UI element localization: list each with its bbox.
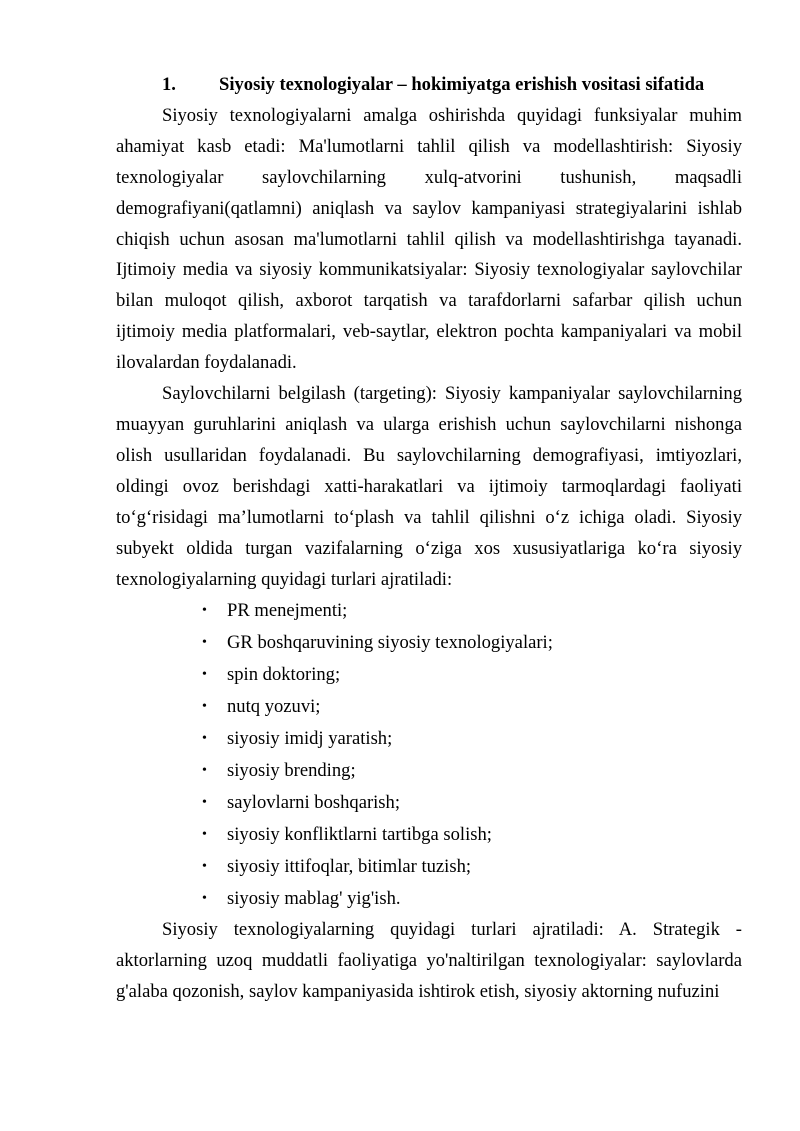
list-item: • siyosiy mablag' yig'ish.	[209, 883, 742, 915]
list-item: • GR boshqaruvining siyosiy texnologiyalari;	[209, 627, 742, 659]
bullet-icon: •	[202, 635, 207, 651]
bullet-icon: •	[202, 667, 207, 683]
section-heading	[116, 70, 742, 101]
list-item: • nutq yozuvi;	[209, 691, 742, 723]
section-title: Siyosiy texnologiyalar – hokimiyatga erishish vositasi sifatida	[219, 74, 705, 95]
section-number: 1.	[162, 74, 176, 95]
paragraph-functions: Siyosiy texnologiyalarni amalga oshirishda quyidagi funksiyalar muhim ahamiyat kasb etadi: Ma'lumotlarni tahlil qilish va modellashtirish: Siyosiy texnologiyalar saylovchilarning xulq-atvorini tushunish, maqsadli demografiyani(qatlamni) aniqlash va saylov kampaniyasi strategiyalarini ishlab chiqish uchun asosan ma'lumotlarni tahlil qilish va modellashtirishga tayanadi. Ijtimoiy media va siyosiy kommunikatsiyalar: Siyosiy texnologiyalar saylovchilar bilan muloqot qilish, axborot tarqatish va tarafdorlarni safarbar qilish uchun ijtimoiy media platformalari, veb-saytlar, elektron pochta kampaniyalari va mobil ilovalardan foydalanadi.	[116, 104, 742, 374]
bullet-icon: •	[202, 891, 207, 907]
document-page	[116, 70, 742, 1008]
list-item: • saylovlarni boshqarish;	[209, 787, 742, 819]
paragraph-targeting: Saylovchilarni belgilash (targeting): Siyosiy kampaniyalar saylovchilarning muayyan guruhlarini aniqlash va ularga erishish uchun saylovchilarni nishonga olish usullaridan foydalanadi. Bu saylovchilarning demografiyasi, imtiyozlari, oldingi ovoz berishdagi xatti-harakatlari va ijtimoiy tarmoqlardagi faoliyati to‘g‘risidagi ma’lumotlarni to‘plash va tahlil qilishni o‘z ichiga oladi. Siyosiy subyekt oldida turgan vazifalarning o‘ziga xos xususiyatlariga ko‘ra siyosiy texnologiyalarning quyidagi turlari ajratiladi:	[116, 383, 742, 590]
bullet-icon: •	[202, 603, 207, 619]
bullet-icon: •	[202, 859, 207, 875]
list-item: • PR menejmenti;	[209, 595, 742, 627]
paragraph-types: Siyosiy texnologiyalarning quyidagi turlari ajratiladi: A. Strategik - aktorlarning uzoq muddatli faoliyatiga yo'naltirilgan texnologiyalar: saylovlarda g'alaba qozonish, saylov kampaniyasida ishtirok etish, siyosiy aktorning nufuzini	[116, 919, 742, 1003]
technology-types-list	[116, 595, 742, 915]
list-item: • siyosiy brending;	[209, 755, 742, 787]
bullet-icon: •	[202, 795, 207, 811]
bullet-icon: •	[202, 699, 207, 715]
list-item: • spin doktoring;	[209, 659, 742, 691]
list-item: • siyosiy ittifoqlar, bitimlar tuzish;	[209, 851, 742, 883]
bullet-icon: •	[202, 763, 207, 779]
list-item: • siyosiy konfliktlarni tartibga solish;	[209, 819, 742, 851]
bullet-icon: •	[202, 731, 207, 747]
bullet-icon: •	[202, 827, 207, 843]
list-item: • siyosiy imidj yaratish;	[209, 723, 742, 755]
